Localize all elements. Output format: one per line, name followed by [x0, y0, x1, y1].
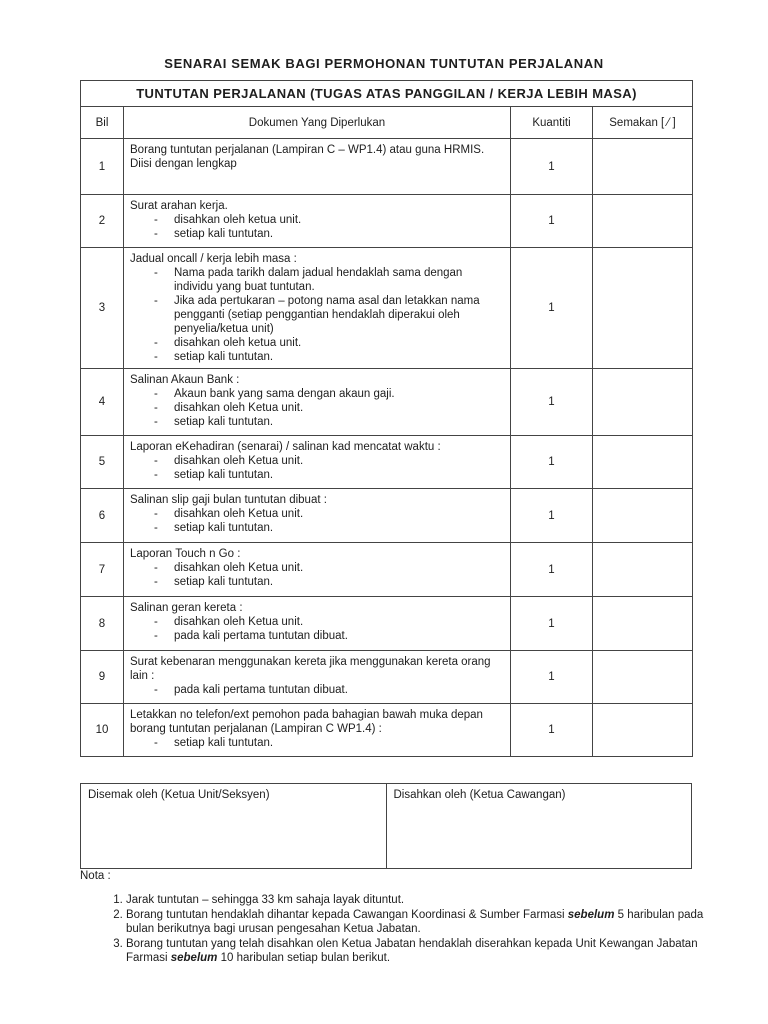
- requirement-list: [130, 561, 504, 589]
- requirement-item: - setiap kali tuntutan.: [150, 468, 504, 482]
- quantity-cell: 1: [511, 369, 593, 436]
- requirement-list: [130, 615, 504, 643]
- document-cell: [124, 436, 511, 489]
- document-title: Laporan eKehadiran (senarai) / salinan kad mencatat waktu :: [130, 441, 441, 453]
- table-row: [81, 195, 693, 248]
- semakan-checkbox-cell[interactable]: [593, 543, 693, 597]
- quantity-cell: 1: [511, 436, 593, 489]
- requirement-list: [130, 387, 504, 429]
- document-note: Diisi dengan lengkap: [130, 158, 237, 170]
- page-title: SENARAI SEMAK BAGI PERMOHONAN TUNTUTAN PERJALANAN: [164, 56, 604, 71]
- table-row: [81, 651, 693, 704]
- row-number: 4: [81, 369, 124, 436]
- row-number: 9: [81, 651, 124, 704]
- requirement-item: - setiap kali tuntutan.: [150, 350, 504, 364]
- requirement-item: - pada kali pertama tuntutan dibuat.: [150, 683, 504, 697]
- quantity-cell: 1: [511, 139, 593, 195]
- note-item: [126, 893, 726, 907]
- requirement-list: [130, 213, 504, 241]
- requirement-list: [130, 266, 504, 364]
- document-cell: [124, 248, 511, 369]
- document-title: Borang tuntutan perjalanan (Lampiran C – WP1.4) atau guna HRMIS.: [130, 144, 485, 156]
- semakan-checkbox-cell[interactable]: [593, 597, 693, 651]
- document-title: Jadual oncall / kerja lebih masa :: [130, 253, 297, 265]
- row-number: 6: [81, 489, 124, 543]
- semakan-checkbox-cell[interactable]: [593, 651, 693, 704]
- requirement-item: - disahkan oleh Ketua unit.: [150, 454, 504, 468]
- note-text: Borang tuntutan yang telah disahkan olen Ketua Jabatan hendaklah diserahkan kepada Unit Kewangan Jabatan Farmasi: [126, 938, 698, 964]
- table-row: [81, 597, 693, 651]
- note-text: Borang tuntutan hendaklah dihantar kepada Cawangan Koordinasi & Sumber Farmasi: [126, 909, 568, 921]
- table-row: [81, 139, 693, 195]
- quantity-cell: 1: [511, 248, 593, 369]
- checklist-table: [80, 80, 693, 757]
- note-text: 5 haribulan pada bulan berikutnya bagi urusan pengesahan Ketua Jabatan.: [126, 909, 704, 935]
- note-emphasis: sebelum: [170, 952, 218, 964]
- quantity-cell: 1: [511, 704, 593, 757]
- document-cell: [124, 195, 511, 248]
- header-semakan: Semakan [ ⁄ ]: [593, 107, 693, 139]
- document-cell: [124, 704, 511, 757]
- note-text: 10 haribulan setiap bulan berikut.: [217, 952, 391, 964]
- semakan-checkbox-cell[interactable]: [593, 704, 693, 757]
- reviewed-by-field[interactable]: [81, 784, 387, 868]
- table-row: [81, 248, 693, 369]
- requirement-item: - disahkan oleh Ketua unit.: [150, 507, 504, 521]
- reviewed-by-label: Disemak oleh (Ketua Unit/Seksyen): [88, 789, 270, 801]
- document-title: Salinan Akaun Bank :: [130, 374, 240, 386]
- document-cell: [124, 543, 511, 597]
- table-row: [81, 489, 693, 543]
- requirement-item: - disahkan oleh Ketua unit.: [150, 615, 504, 629]
- requirement-list: [130, 454, 504, 482]
- requirement-item: - setiap kali tuntutan.: [150, 227, 504, 241]
- document-title: Surat arahan kerja.: [130, 200, 228, 212]
- quantity-cell: 1: [511, 195, 593, 248]
- semakan-checkbox-cell[interactable]: [593, 139, 693, 195]
- header-kuantiti: Kuantiti: [511, 107, 593, 139]
- document-title: Letakkan no telefon/ext pemohon pada bahagian bawah muka depan borang tuntutan perjalanan (Lampiran C WP1.4) :: [130, 709, 483, 735]
- note-item: [126, 937, 726, 965]
- requirement-item: - Nama pada tarikh dalam jadual hendaklah sama dengan individu yang buat tuntutan.: [150, 266, 504, 294]
- row-number: 8: [81, 597, 124, 651]
- requirement-item: - setiap kali tuntutan.: [150, 415, 504, 429]
- note-item: [126, 908, 726, 936]
- approved-by-label: Disahkan oleh (Ketua Cawangan): [393, 789, 566, 801]
- row-number: 10: [81, 704, 124, 757]
- row-number: 5: [81, 436, 124, 489]
- semakan-checkbox-cell[interactable]: [593, 195, 693, 248]
- semakan-checkbox-cell[interactable]: [593, 369, 693, 436]
- row-number: 2: [81, 195, 124, 248]
- document-title: Salinan geran kereta :: [130, 602, 243, 614]
- semakan-checkbox-cell[interactable]: [593, 489, 693, 543]
- table-row: [81, 436, 693, 489]
- requirement-item: - disahkan oleh ketua unit.: [150, 336, 504, 350]
- quantity-cell: 1: [511, 543, 593, 597]
- semakan-checkbox-cell[interactable]: [593, 436, 693, 489]
- document-cell: [124, 651, 511, 704]
- document-cell: [124, 489, 511, 543]
- header-bil: Bil: [81, 107, 124, 139]
- row-number: 7: [81, 543, 124, 597]
- requirement-item: - setiap kali tuntutan.: [150, 736, 504, 750]
- requirement-item: - setiap kali tuntutan.: [150, 521, 504, 535]
- note-emphasis: sebelum: [567, 909, 615, 921]
- table-row: [81, 369, 693, 436]
- table-row: [81, 704, 693, 757]
- header-dokumen: Dokumen Yang Diperlukan: [124, 107, 511, 139]
- table-row: [81, 543, 693, 597]
- requirement-item: - disahkan oleh Ketua unit.: [150, 401, 504, 415]
- semakan-checkbox-cell[interactable]: [593, 248, 693, 369]
- requirement-item: - Akaun bank yang sama dengan akaun gaji.: [150, 387, 504, 401]
- document-title: Surat kebenaran menggunakan kereta jika menggunakan kereta orang lain :: [130, 656, 491, 682]
- document-cell: [124, 369, 511, 436]
- approved-by-field[interactable]: [387, 784, 692, 868]
- document-title: Laporan Touch n Go :: [130, 548, 241, 560]
- quantity-cell: 1: [511, 651, 593, 704]
- document-cell: [124, 597, 511, 651]
- quantity-cell: 1: [511, 489, 593, 543]
- document-cell: [124, 139, 511, 195]
- row-number: 1: [81, 139, 124, 195]
- requirement-item: - setiap kali tuntutan.: [150, 575, 504, 589]
- requirement-list: [130, 683, 504, 697]
- row-number: 3: [81, 248, 124, 369]
- table-subtitle: TUNTUTAN PERJALANAN (TUGAS ATAS PANGGILAN / KERJA LEBIH MASA): [81, 81, 693, 107]
- document-title: Salinan slip gaji bulan tuntutan dibuat :: [130, 494, 327, 506]
- quantity-cell: 1: [511, 597, 593, 651]
- notes-list: [80, 893, 726, 966]
- requirement-item: - disahkan oleh ketua unit.: [150, 213, 504, 227]
- notes-label: Nota :: [80, 870, 111, 882]
- requirement-item: - pada kali pertama tuntutan dibuat.: [150, 629, 504, 643]
- note-text: Jarak tuntutan – sehingga 33 km sahaja layak dituntut.: [126, 894, 405, 906]
- requirement-list: [130, 507, 504, 535]
- requirement-item: - Jika ada pertukaran – potong nama asal dan letakkan nama pengganti (setiap penggantian hendaklah diperakui oleh penyelia/ketua unit): [150, 294, 504, 336]
- signature-box: [80, 783, 692, 869]
- requirement-list: [130, 736, 504, 750]
- requirement-item: - disahkan oleh Ketua unit.: [150, 561, 504, 575]
